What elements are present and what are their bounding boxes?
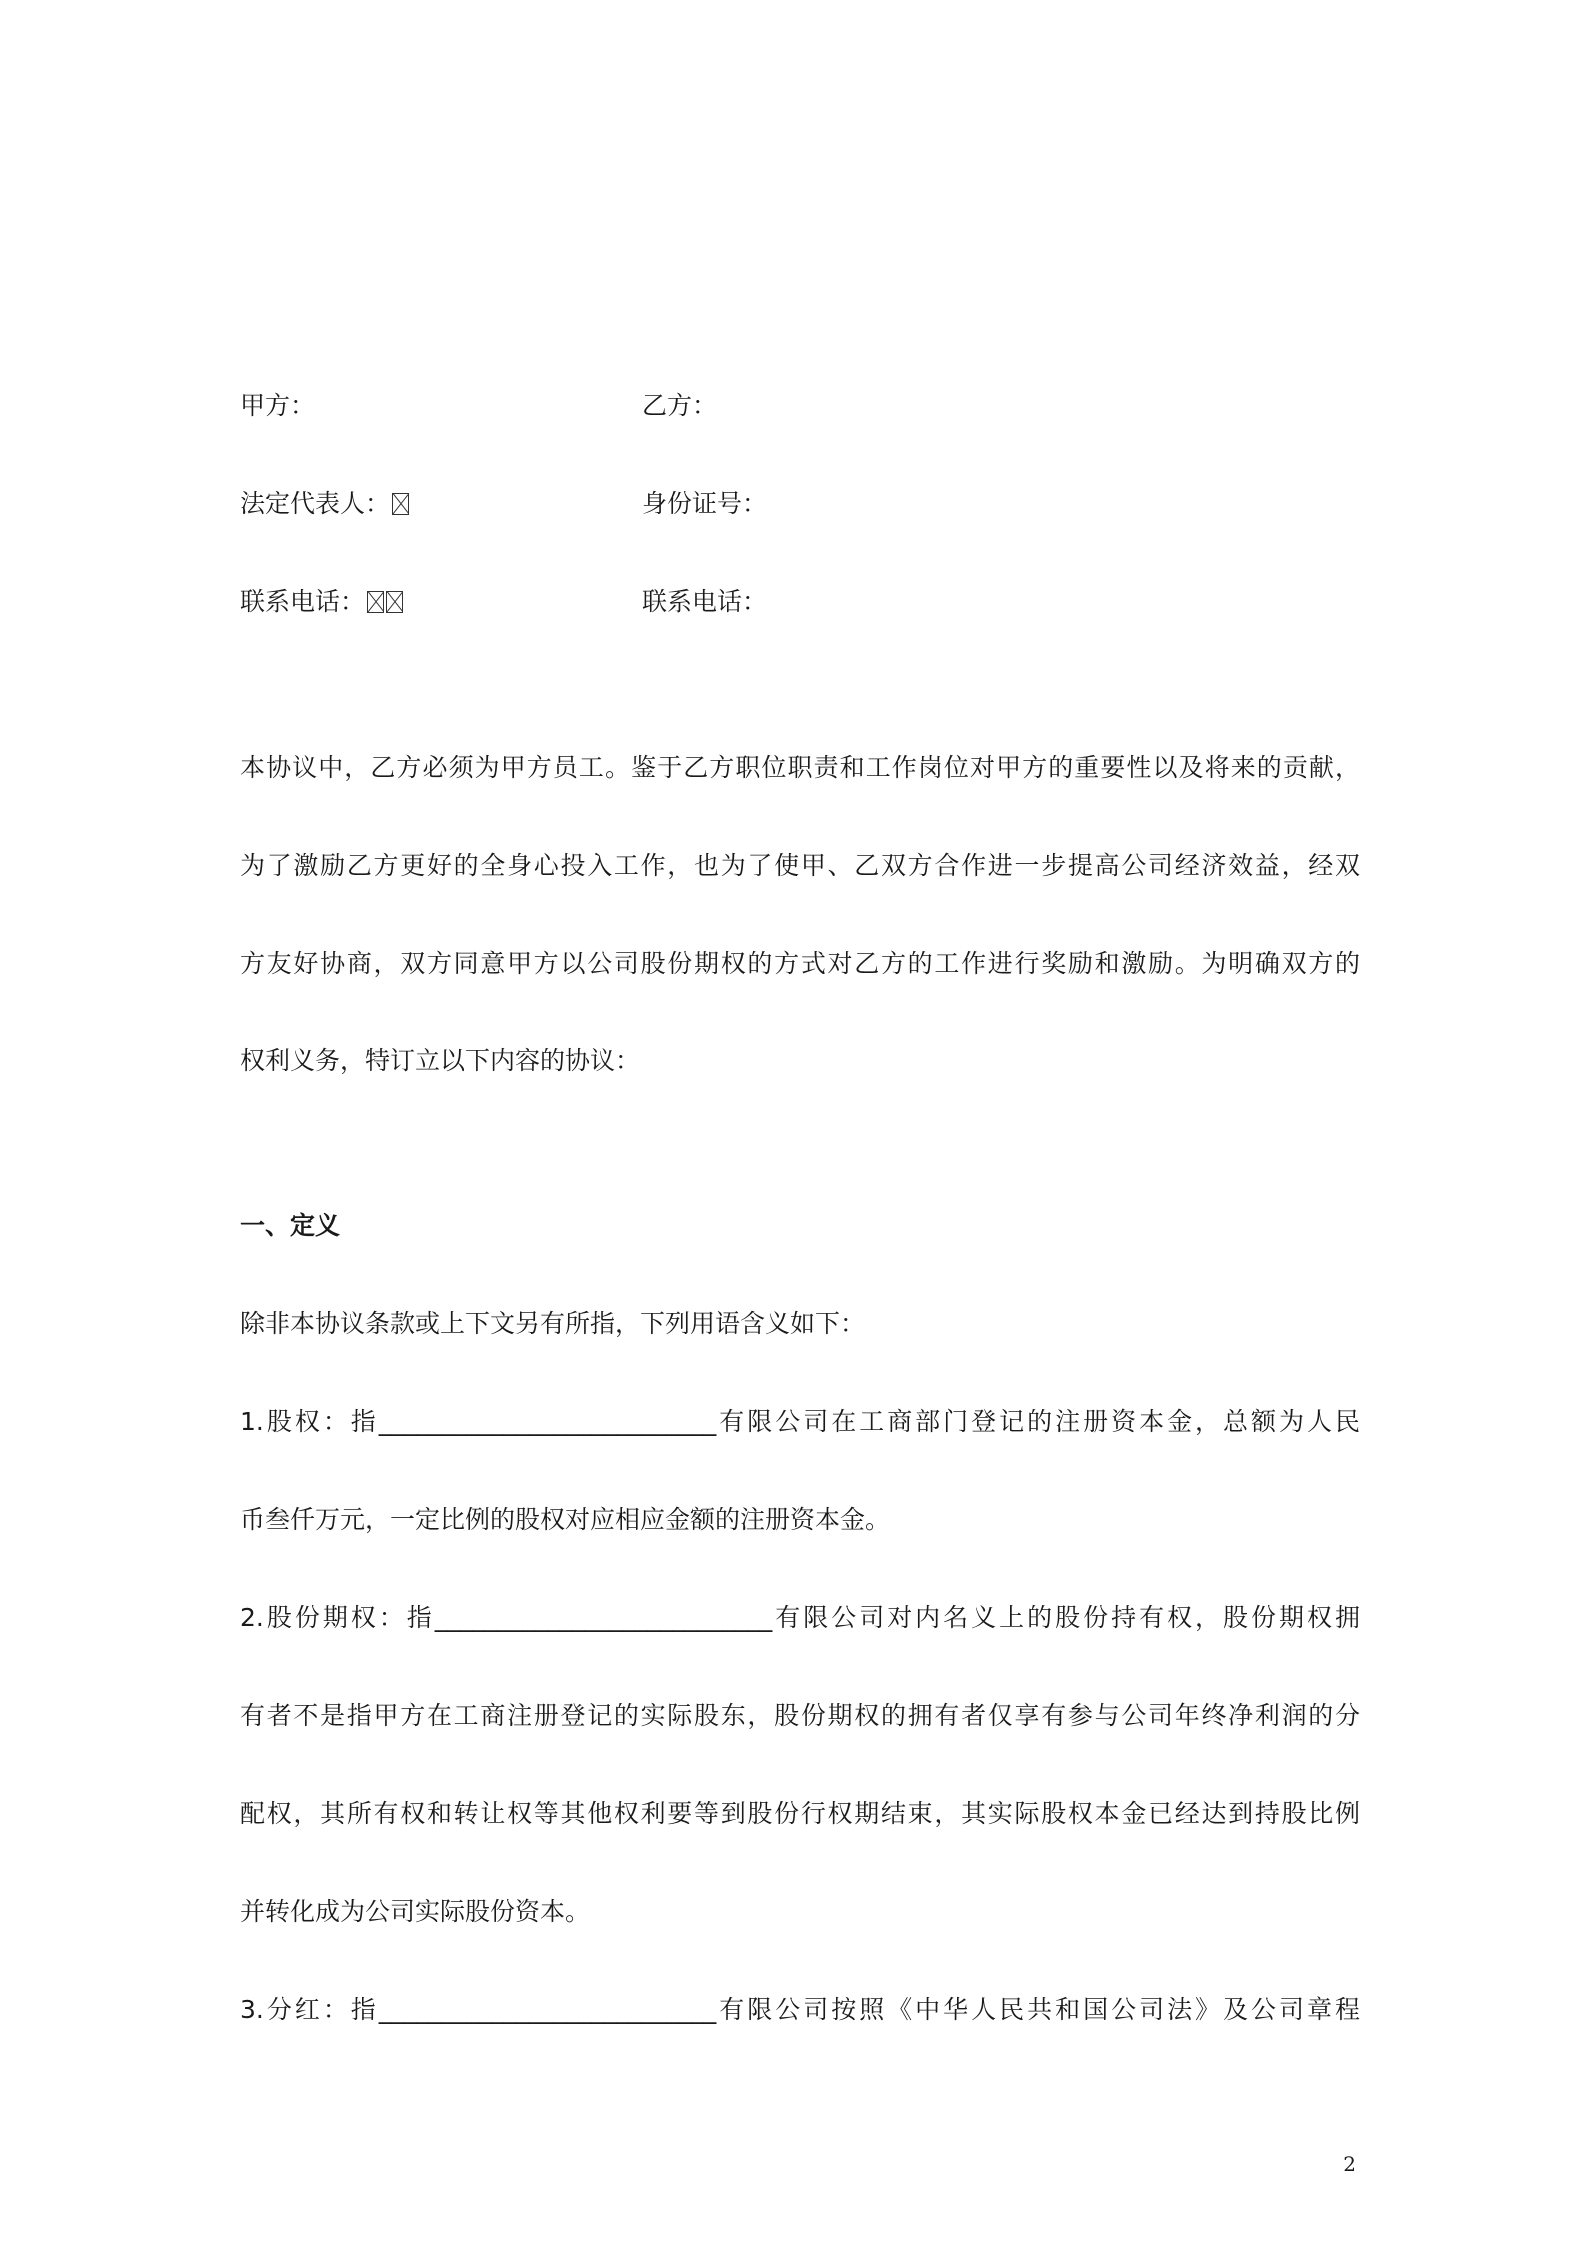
party-row-3 xyxy=(240,582,1360,622)
phone-a-field xyxy=(240,582,403,622)
missing-glyph-icon xyxy=(392,493,409,515)
definition-item-equity-cont: 币叁仟万元，一定比例的股权对应相应金额的注册资本金。 xyxy=(240,1505,891,1534)
page-number: 2 xyxy=(1343,2152,1356,2176)
party-row-1 xyxy=(240,386,1360,426)
party-b-label: 乙方： xyxy=(642,391,718,420)
intro-line: 权利义务，特订立以下内容的协议： xyxy=(240,1046,641,1075)
section-lead: 除非本协议条款或上下文另有所指，下列用语含义如下： xyxy=(240,1309,866,1338)
legal-rep-label: 法定代表人： xyxy=(240,489,391,518)
party-row-2 xyxy=(240,484,1360,524)
missing-glyph-icon xyxy=(367,591,384,613)
legal-rep-field xyxy=(240,484,409,524)
definition-item-option: 2.股份期权：指___________________________有限公司对内名义上的股份持有权，股份期权拥 xyxy=(240,1603,1360,1632)
intro-line: 为了激励乙方更好的全身心投入工作，也为了使甲、乙双方合作进一步提高公司经济效益，经双 xyxy=(240,851,1360,880)
definition-item-option-cont: 并转化成为公司实际股份资本。 xyxy=(240,1897,591,1926)
definition-item-option-cont: 有者不是指甲方在工商注册登记的实际股东，股份期权的拥有者仅享有参与公司年终净利润的分 xyxy=(240,1701,1360,1730)
id-number-label: 身份证号： xyxy=(642,489,768,518)
definition-item-option-cont: 配权，其所有权和转让权等其他权利要等到股份行权期结束，其实际股权本金已经达到持股比例 xyxy=(240,1799,1360,1828)
party-a-label: 甲方： xyxy=(240,391,316,420)
intro-line: 方友好协商，双方同意甲方以公司股份期权的方式对乙方的工作进行奖励和激励。为明确双方的 xyxy=(240,949,1360,978)
phone-a-label: 联系电话： xyxy=(240,587,366,616)
definition-item-equity: 1.股权：指___________________________有限公司在工商部门登记的注册资本金，总额为人民 xyxy=(240,1407,1360,1436)
missing-glyph-icon xyxy=(386,591,403,613)
definition-item-dividend: 3.分红：指___________________________有限公司按照《中华人民共和国公司法》及公司章程 xyxy=(240,1995,1360,2024)
intro-line: 本协议中，乙方必须为甲方员工。鉴于乙方职位职责和工作岗位对甲方的重要性以及将来的贡献， xyxy=(240,753,1360,782)
phone-b-label: 联系电话： xyxy=(642,587,768,616)
section-title-definitions: 一、定义 xyxy=(240,1211,341,1240)
